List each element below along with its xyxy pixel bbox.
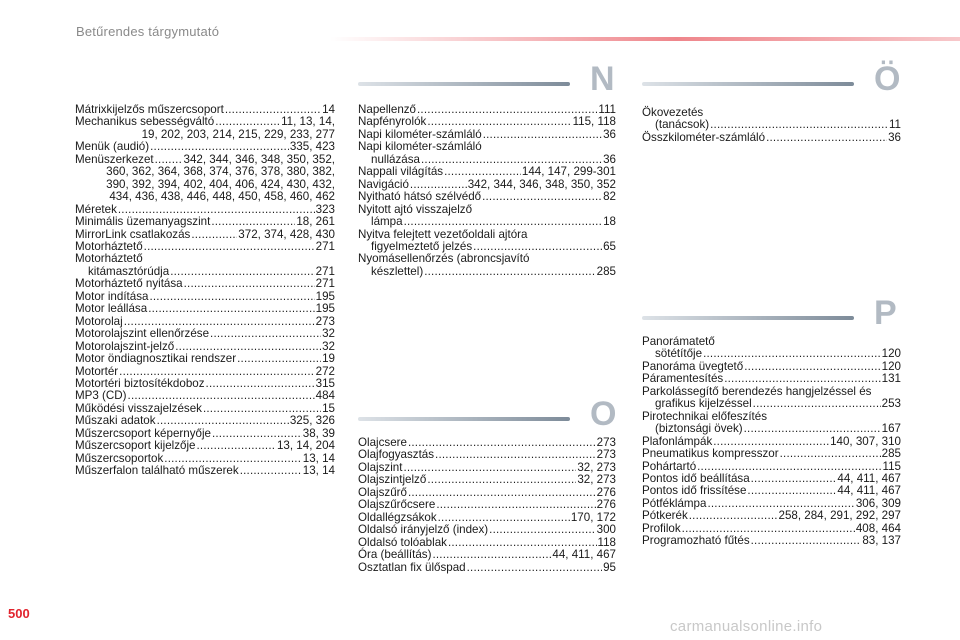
section-heading-o [358,395,617,437]
index-entry-label: Olajcsere [358,436,407,449]
index-entry-pages: 484 [315,389,335,403]
dot-leader [424,266,595,278]
dot-leader [432,549,551,561]
index-entry-pages: 323 [315,202,335,216]
index-entry-pages: 276 [596,485,616,499]
index-entry-label: Motor öndiagnosztikai rendszer [75,352,237,366]
index-entry-pages: 11 [888,118,901,132]
index-entry-label: Pótkerék [642,509,688,523]
index-entry-pages: 325, 326 [289,414,335,428]
dot-leader [689,510,778,522]
dot-leader [766,132,887,144]
index-entry [642,386,901,411]
dot-leader [404,216,603,228]
index-entry [75,303,335,315]
index-column-m [75,104,335,478]
index-entry [358,499,616,511]
dot-leader [747,485,836,497]
dot-leader [184,278,315,290]
header-accent-line [330,37,960,41]
dot-leader [744,361,880,373]
index-entry [75,216,335,228]
index-entry-label: Napellenző [358,103,417,116]
index-entry-heading: Nyitva felejtett vezetőoldali ajtóra [358,227,528,241]
index-entry-label: Olajfogyasztás [358,448,435,462]
page-title: Betűrendes tárgymutató [76,24,220,39]
index-entry-label: Motorháztető [75,239,143,253]
index-entry-pages: 18, 261 [296,215,335,229]
index-entry-pages-continued: 19, 202, 203, 214, 215, 229, 233, 277 [141,127,335,141]
index-entry [358,549,616,561]
index-entry-pages: 111 [598,103,616,116]
index-entry-label: grafikus kijelzéssel [655,397,752,411]
index-entry-label: (biztonsági övek) [655,422,743,436]
index-entry-label: Motorháztető nyitása [75,277,183,291]
index-entry-pages: 271 [315,277,335,291]
dot-leader [210,328,321,340]
index-entry [642,132,901,144]
index-entry [358,474,616,486]
section-heading-p [642,294,900,336]
index-entry-label: Motor indítása [75,289,149,303]
index-entry-pages: 36 [888,130,901,144]
dot-leader [211,216,295,228]
index-entry-pages: 36 [603,152,616,166]
section-rule [642,82,854,86]
dot-leader [157,415,289,427]
index-entry-label: Panoráma üvegtető [642,359,744,373]
index-entry-label: figyelmeztető jelzés [371,239,473,253]
index-entry-pages: 408, 464 [855,521,901,535]
index-entry-label: Programozható fűtés [642,534,750,548]
index-entry-label: Olajszint [358,460,403,474]
index-entry-pages: 273 [315,314,335,328]
index-entry-pages: 115, 118 [572,115,616,129]
dot-leader [197,440,276,452]
page-header [0,0,960,48]
page-number: 500 [8,606,30,621]
index-entry [642,510,901,522]
index-entry-pages: 372, 374, 428, 430 [238,227,335,241]
index-entry-pages: 271 [315,264,335,278]
index-entry-pages: 13, 14 [302,464,335,478]
dot-leader [744,423,881,435]
index-entry-label: Menük (audió) [75,140,150,154]
dot-leader [237,353,321,365]
dot-leader [408,487,596,499]
index-entry-pages: 285 [881,447,901,461]
index-entry-pages-continued: 360, 362, 364, 368, 374, 376, 378, 380, 382, [106,165,335,179]
index-column-o-umlaut [642,107,901,144]
dot-leader [150,141,289,153]
index-column-p [642,336,901,548]
index-entry-label: Pohártartó [642,459,697,473]
section-rule [358,82,570,86]
index-entry-pages: 253 [881,397,901,411]
index-entry [75,415,335,427]
index-entry-pages: 131 [881,372,901,386]
index-entry-pages: 83, 137 [862,534,901,548]
index-entry-label: sötétítője [655,347,703,361]
index-entry [358,191,616,203]
index-entry [358,229,616,254]
index-entry-pages: 273 [596,448,616,462]
index-entry [75,328,335,340]
index-entry-label: Összkilométer-számláló [642,130,766,144]
index-entry-pages: 170, 172 [570,510,616,524]
index-entry [75,390,335,402]
dot-leader [435,449,596,461]
index-entry-pages: 271 [315,239,335,253]
index-entry-pages: 15 [322,401,335,415]
dot-leader [483,129,602,141]
index-entry-label: Oldalsó tolóablak [358,535,447,549]
index-entry-pages: 315 [315,376,335,390]
index-entry-pages: 95 [603,560,616,574]
dot-leader [444,166,521,178]
index-entry-pages: 14 [322,103,335,116]
index-entry-pages: 36 [603,127,616,141]
index-entry-pages: 19 [322,352,335,366]
index-entry [642,411,901,436]
index-entry-label: Motor leállása [75,302,148,316]
index-entry-pages: 18 [603,215,616,229]
index-entry-pages: 120 [881,359,901,373]
index-column-o [358,437,616,574]
index-entry-label: Mátrixkijelzős műszercsoport [75,103,224,116]
index-entry [75,253,335,278]
index-entry [358,204,616,229]
index-entry-label: Pontos idő frissítése [642,484,747,498]
dot-leader [467,562,602,574]
index-entry-label: Profilok [642,521,681,535]
section-heading-o-umlaut [642,60,901,102]
index-entry-label: Osztatlan fix ülőspad [358,560,466,574]
section-rule [642,316,854,320]
index-entry-pages: 140, 307, 310 [830,434,901,448]
index-entry-heading: Ökovezetés [642,106,704,119]
dot-leader [427,474,576,486]
index-entry-pages: 167 [881,422,901,436]
index-entry-pages: 342, 344, 346, 348, 350, 352 [467,177,616,191]
index-entry-label: Motorolajszint-jelző [75,339,175,353]
index-entry [358,141,616,166]
index-entry [358,524,616,536]
index-entry-label: Navigáció [358,177,409,191]
index-entry-label: Páramentesítés [642,372,724,386]
index-entry-label: MirrorLink csatlakozás [75,227,191,241]
index-entry-label: Méretek [75,202,117,216]
dot-leader [170,266,314,278]
index-entry-pages: 195 [315,302,335,316]
index-entry-pages: 32, 273 [577,473,616,487]
index-entry [75,278,335,290]
dot-leader [191,229,237,241]
index-entry-pages: 258, 284, 291, 292, 297 [778,509,901,523]
index-entry-label: Olajszűrő [358,485,407,499]
dot-leader [149,291,314,303]
index-entry-pages: 335, 423 [289,140,335,154]
index-entry-pages: 32, 273 [577,460,616,474]
index-entry [358,253,616,278]
index-entry-pages: 273 [596,436,616,449]
index-entry-label: Motorolajszint ellenőrzése [75,327,210,341]
index-entry-label: kitámasztórúdja [88,264,170,278]
index-entry [358,562,616,574]
index-entry-heading: Parkolássegítő berendezés hangjelzéssel és [642,384,872,398]
dot-leader [148,303,314,315]
index-entry-pages: 120 [881,347,901,361]
dot-leader [128,390,315,402]
index-entry-pages: 13, 14 [302,451,335,465]
index-entry-label: Menüszerkezet [75,152,154,166]
dot-leader [780,448,881,460]
index-entry-pages: 44, 411, 467 [552,548,616,562]
index-entry-pages: 276 [596,498,616,512]
dot-leader [751,535,862,547]
index-entry-pages: 285 [596,264,616,278]
index-entry-label: Nyitható hátsó szélvédő [358,190,482,204]
dot-leader [144,241,315,253]
section-rule [358,417,570,421]
dot-leader [753,398,881,410]
section-letter: P [874,294,897,332]
index-entry-label: Műszaki adatok [75,414,156,428]
index-entry [75,465,335,477]
index-entry [75,440,335,452]
index-entry-pages: 82 [603,190,616,204]
index-entry-label: lámpa [371,215,403,229]
index-entry-label: Műszercsoport képernyője [75,426,211,440]
index-entry [75,154,335,204]
dot-leader [436,499,595,511]
index-entry [642,107,901,132]
index-entry-label: Műszercsoportok [75,451,164,465]
dot-leader [240,465,302,477]
index-entry-label: Napfényrolók [358,115,427,129]
index-entry-label: Nappali világítás [358,165,444,179]
dot-leader [403,462,576,474]
index-entry-heading: Panorámatető [642,335,715,348]
index-entry-heading: Pirotechnikai előfeszítés [642,409,768,423]
index-entry-pages: 44, 411, 467 [837,484,901,498]
dot-leader [206,378,315,390]
index-entry [642,448,901,460]
index-entry-label: MP3 (CD) [75,389,127,403]
index-entry-label: (tanácsok) [655,118,710,132]
index-entry-pages: 306, 309 [855,496,901,510]
index-entry-label: Pontos idő beállítása [642,471,750,485]
index-entry-label: Olajszintjelző [358,473,427,487]
index-entry-pages: 38, 39 [302,426,335,440]
index-entry-label: Motorolaj [75,314,123,328]
index-entry-label: Műszerfalon található műszerek [75,464,239,478]
index-entry-heading: Napi kilométer-számláló [358,140,482,154]
index-entry-pages: 272 [315,364,335,378]
index-entry-pages: 65 [603,239,616,253]
index-entry-pages: 32 [322,339,335,353]
index-entry [642,373,901,385]
index-entry-label: nullázása [371,152,420,166]
dot-leader [489,524,595,536]
index-entry-pages: 195 [315,289,335,303]
index-entry-pages: 11, 13, 14, [281,115,335,129]
index-entry-label: Olajszűrőcsere [358,498,436,512]
section-letter: N [590,60,615,98]
watermark: carmanualsonline.info [670,618,823,635]
index-entry-pages: 32 [322,327,335,341]
dot-leader [724,373,880,385]
index-entry-pages-continued: 390, 392, 394, 402, 404, 406, 424, 430, 432, [106,177,335,191]
dot-leader [482,191,602,203]
section-heading-n [358,60,616,102]
dot-leader [751,473,837,485]
index-entry-label: Pneumatikus kompresszor [642,447,779,461]
index-entry-label: készlettel) [371,264,424,278]
index-entry-label: Oldallégzsákok [358,510,437,524]
index-entry-pages: 118 [597,535,616,549]
index-entry-label: Plafonlámpák [642,434,713,448]
index-entry [75,353,335,365]
index-entry-label: Működési visszajelzések [75,401,202,415]
dot-leader [408,437,596,449]
index-entry-label: Oldalsó irányjelző (index) [358,523,489,537]
index-entry-pages: 342, 344, 346, 348, 350, 352, [183,152,335,166]
index-column-n [358,104,616,278]
index-entry-label: Pótféklámpa [642,496,707,510]
index-entry-pages: 300 [596,523,616,537]
index-entry-label: Napi kilométer-számláló [358,127,482,141]
index-entry-pages: 115 [882,459,901,473]
index-entry [642,336,901,361]
index-entry [642,535,901,547]
dot-leader [417,104,597,116]
section-letter: Ö [874,60,901,98]
index-entry [75,141,335,153]
index-entry-pages-continued: 434, 436, 438, 446, 448, 450, 458, 460, 462 [109,190,335,204]
index-entry-pages: 144, 147, 299-301 [521,165,616,179]
index-entry-label: Mechanikus sebességváltó [75,115,215,129]
index-entry-label: Műszercsoport kijelzője [75,439,196,453]
index-entry-label: Motortéri biztosítékdoboz [75,376,205,390]
index-entry [358,166,616,178]
index-entry-label: Motortér [75,364,119,378]
index-entry-label: Minimális üzemanyagszint [75,215,211,229]
section-letter: O [590,395,617,433]
index-entry [75,116,335,141]
index-entry-heading: Motorháztető [75,252,143,266]
index-entry-label: Óra (beállítás) [358,548,432,562]
index-entry-pages: 44, 411, 467 [837,471,901,485]
index-entry-heading: Nyomásellenőrzés (abroncsjavító [358,252,530,266]
index-entry-heading: Nyitott ajtó visszajelző [358,202,473,216]
index-entry-pages: 13, 14, 204 [276,439,335,453]
